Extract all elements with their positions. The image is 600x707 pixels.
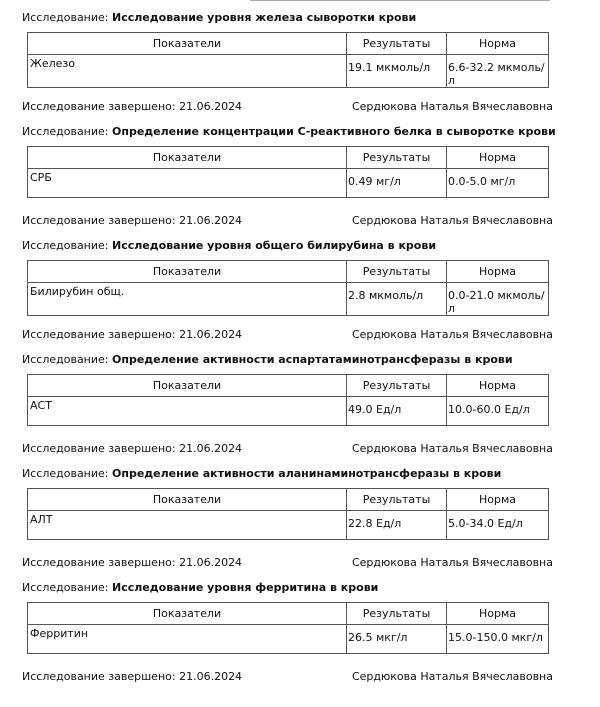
results-table	[27, 488, 549, 540]
doctor-name: Сердюкова Наталья Вячеславовна	[351, 328, 553, 341]
norm-value: 5.0-34.0 Ед/л	[447, 511, 549, 540]
norm-value: 15.0-150.0 мкг/л	[447, 625, 549, 654]
study-footer: Исследование завершено: 21.06.2024 Сердюкова Наталья Вячеславовна	[22, 556, 553, 569]
col-norm: Норма	[447, 261, 549, 283]
doctor-name: Сердюкова Наталья Вячеславовна	[351, 100, 553, 113]
norm-value: 6.6-32.2 мкмоль/л	[447, 55, 549, 88]
col-result: Результаты	[347, 489, 447, 511]
indicator-name: СРБ	[28, 169, 347, 198]
study-footer: Исследование завершено: 21.06.2024 Сердюкова Наталья Вячеславовна	[22, 100, 553, 113]
col-indicator: Показатели	[28, 261, 347, 283]
doctor-name: Сердюкова Наталья Вячеславовна	[351, 442, 553, 455]
results-table	[27, 146, 549, 198]
table-row	[28, 55, 549, 88]
result-value: 19.1 мкмоль/л	[347, 55, 447, 88]
table-header	[28, 375, 549, 397]
completion-date: 21.06.2024	[179, 442, 243, 455]
col-result: Результаты	[347, 375, 447, 397]
indicator-name: АСТ	[28, 397, 347, 426]
results-table	[27, 374, 549, 426]
table-row	[28, 625, 549, 654]
col-result: Результаты	[347, 33, 447, 55]
indicator-name: Билирубин общ.	[28, 283, 347, 316]
col-indicator: Показатели	[28, 33, 347, 55]
col-norm: Норма	[447, 147, 549, 169]
indicator-name: Железо	[28, 55, 347, 88]
col-indicator: Показатели	[28, 603, 347, 625]
col-indicator: Показатели	[28, 489, 347, 511]
completion-date: 21.06.2024	[179, 670, 243, 683]
result-value: 26.5 мкг/л	[347, 625, 447, 654]
doctor-name: Сердюкова Наталья Вячеславовна	[351, 556, 553, 569]
completion-date: 21.06.2024	[179, 556, 243, 569]
result-value: 2.8 мкмоль/л	[347, 283, 447, 316]
table-row	[28, 397, 549, 426]
study-footer: Исследование завершено: 21.06.2024 Сердюкова Наталья Вячеславовна	[22, 442, 553, 455]
results-table	[27, 32, 549, 88]
col-indicator: Показатели	[28, 375, 347, 397]
study-title: Исследование: Определение активности аспартатаминотрансферазы в крови	[22, 353, 513, 366]
study-footer: Исследование завершено: 21.06.2024 Сердюкова Наталья Вячеславовна	[22, 670, 553, 683]
doctor-name: Сердюкова Наталья Вячеславовна	[351, 214, 553, 227]
study-title: Исследование: Исследование уровня общего билирубина в крови	[22, 239, 437, 252]
study-title: Исследование: Исследование уровня ферритина в крови	[22, 581, 379, 594]
completion-date: 21.06.2024	[179, 100, 243, 113]
table-row	[28, 511, 549, 540]
table-header	[28, 147, 549, 169]
doctor-name: Сердюкова Наталья Вячеславовна	[351, 670, 553, 683]
results-table	[27, 602, 549, 654]
norm-value: 0.0-21.0 мкмоль/л	[447, 283, 549, 316]
col-indicator: Показатели	[28, 147, 347, 169]
study-footer: Исследование завершено: 21.06.2024 Сердюкова Наталья Вячеславовна	[22, 328, 553, 341]
indicator-name: Ферритин	[28, 625, 347, 654]
study-title: Исследование: Исследование уровня железа сыворотки крови	[22, 11, 417, 24]
result-value: 0.49 мг/л	[347, 169, 447, 198]
table-row	[28, 283, 549, 316]
study-title: Исследование: Определение концентрации С-реактивного белка в сыворотке крови	[22, 125, 556, 138]
col-norm: Норма	[447, 375, 549, 397]
completion-date: 21.06.2024	[179, 328, 243, 341]
table-header	[28, 603, 549, 625]
table-header	[28, 489, 549, 511]
col-result: Результаты	[347, 147, 447, 169]
results-table	[27, 260, 549, 316]
result-value: 22.8 Ед/л	[347, 511, 447, 540]
study-footer: Исследование завершено: 21.06.2024 Сердюкова Наталья Вячеславовна	[22, 214, 553, 227]
col-result: Результаты	[347, 603, 447, 625]
norm-value: 0.0-5.0 мг/л	[447, 169, 549, 198]
col-result: Результаты	[347, 261, 447, 283]
top-divider	[250, 0, 550, 1]
indicator-name: АЛТ	[28, 511, 347, 540]
col-norm: Норма	[447, 489, 549, 511]
table-row	[28, 169, 549, 198]
norm-value: 10.0-60.0 Ед/л	[447, 397, 549, 426]
table-header	[28, 33, 549, 55]
col-norm: Норма	[447, 33, 549, 55]
result-value: 49.0 Ед/л	[347, 397, 447, 426]
study-title: Исследование: Определение активности аланинаминотрансферазы в крови	[22, 467, 502, 480]
completion-date: 21.06.2024	[179, 214, 243, 227]
table-header	[28, 261, 549, 283]
col-norm: Норма	[447, 603, 549, 625]
